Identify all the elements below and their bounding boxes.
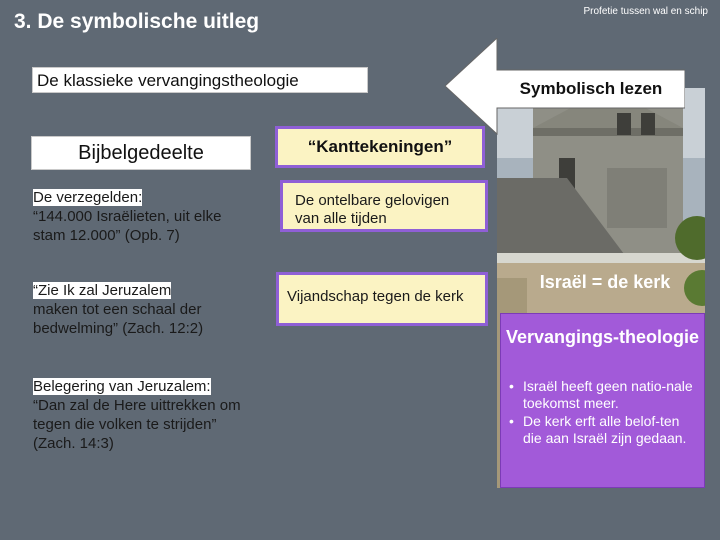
passage-3-lead: Belegering van Jeruzalem:: [33, 378, 211, 395]
passage-3-text: “Dan zal de Here uittrekken om tegen die volken te strijden” (Zach. 14:3): [33, 397, 241, 452]
passage-2: [33, 281, 258, 338]
passage-3: [33, 377, 253, 453]
bible-passage-header: Bijbelgedeelte: [31, 136, 251, 170]
passage-2-text: maken tot een schaal der bedwelming” (Zach. 12:2): [33, 301, 204, 337]
annotation-1: De ontelbare gelovigen van alle tijden: [280, 180, 488, 232]
annotation-2: Vijandschap tegen de kerk: [276, 272, 488, 326]
arrow-label: Symbolisch lezen: [519, 79, 663, 98]
symbolic-reading-arrow: [445, 38, 685, 138]
israel-equals-church: Israël = de kerk: [539, 272, 671, 292]
passage-1: [33, 188, 258, 245]
replacement-theology-title: [501, 326, 704, 349]
passage-1-text: “144.000 Israëlieten, uit elke stam 12.000” (Opb. 7): [33, 208, 222, 244]
slide-title: 3. De symbolische uitleg: [14, 10, 260, 33]
passage-2-lead: “Zie Ik zal Jeruzalem: [33, 282, 172, 299]
replacement-theology-box: [500, 313, 705, 488]
replacement-theology-list: [509, 378, 699, 448]
list-item: • De kerk erft alle belof-ten die aan Israël zijn gedaan.: [509, 413, 699, 447]
list-item: • Israël heeft geen natio-nale toekomst meer.: [509, 378, 699, 412]
replacement-theology-title-text: Vervangings-theologie: [505, 327, 700, 347]
annotations-header: “Kanttekeningen”: [275, 126, 485, 168]
passage-1-lead: De verzegelden:: [33, 189, 143, 206]
subtitle-box: De klassieke vervangingstheologie: [32, 67, 368, 93]
header-note: Profetie tussen wal en schip: [583, 6, 708, 17]
